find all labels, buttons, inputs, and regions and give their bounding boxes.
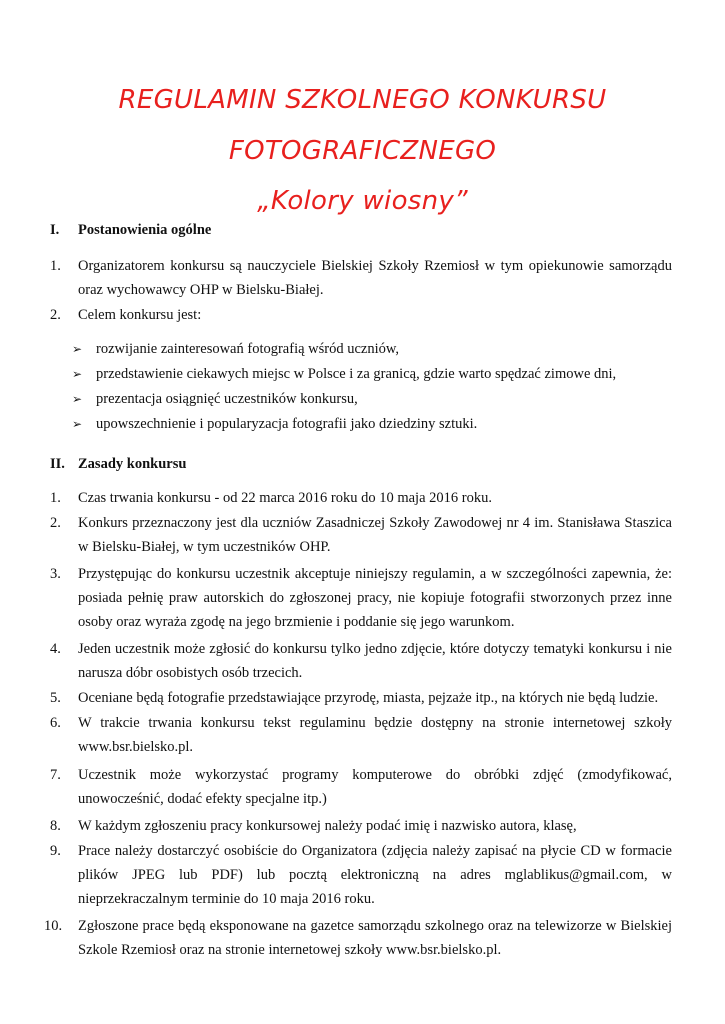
list-item-text: Uczestnik może wykorzystać programy komputerowe do obróbki zdjęć (zmodyfikować, unowocześnić, dodać efekty specjalne itp.) — [78, 767, 672, 807]
list-item-number: 1. — [50, 490, 61, 506]
title-line-2: FOTOGRAFICZNEGO — [228, 136, 497, 166]
list-item-number: 9. — [50, 843, 61, 859]
list-item-text: Oceniane będą fotografie przedstawiające przyrodę, miasta, pejzaże itp., na których nie będą ludzie. — [78, 690, 659, 706]
arrow-bullet-icon: ➢ — [72, 367, 83, 381]
section-2-title: Zasady konkursu — [78, 456, 187, 472]
list-item-text: W trakcie trwania konkursu tekst regulaminu będzie dostępny na stronie internetowej szkoły www.bsr.bielsko.pl. — [78, 715, 672, 755]
bullet-item — [72, 387, 358, 411]
list-item-number: 6. — [50, 715, 61, 731]
bullet-item — [72, 412, 477, 436]
list-item-number: 5. — [50, 690, 61, 706]
list-item-text: Organizatorem konkursu są nauczyciele Bielskiej Szkoły Rzemiosł w tym opiekunowie samorządu oraz wychowawcy OHP w Bielsku-Białej. — [78, 258, 672, 298]
bullet-text: rozwijanie zainteresowań fotografią wśród uczniów, — [96, 341, 400, 357]
bullet-item — [72, 362, 616, 386]
title-line-3: „Kolory wiosny” — [257, 186, 468, 216]
list-item-text: Czas trwania konkursu - od 22 marca 2016 roku do 10 maja 2016 roku. — [78, 490, 492, 506]
list-item-number: 4. — [50, 641, 61, 657]
list-item-number: 10. — [44, 918, 63, 934]
arrow-bullet-icon: ➢ — [72, 417, 83, 431]
list-item-text: Jeden uczestnik może zgłosić do konkursu tylko jedno zdjęcie, które dotyczy tematyki konkursu i nie narusza dóbr osobistych osób trzecich. — [78, 641, 672, 681]
section-1-title: Postanowienia ogólne — [78, 222, 212, 238]
arrow-bullet-icon: ➢ — [72, 342, 83, 356]
list-item-text: Zgłoszone prace będą eksponowane na gazetce samorządu szkolnego oraz na telewizorze w Bielskiej Szkole Rzemiosł oraz na stronie internetowej szkoły www.bsr.bielsko.pl. — [78, 918, 672, 958]
list-item-number: 2. — [50, 307, 61, 323]
list-item-text: W każdym zgłoszeniu pracy konkursowej należy podać imię i nazwisko autora, klasę, — [78, 818, 577, 834]
bullet-text: upowszechnienie i popularyzacja fotografii jako dziedziny sztuki. — [96, 416, 478, 432]
list-item-text: Prace należy dostarczyć osobiście do Organizatora (zdjęcia należy zapisać na płycie CD w formacie plików JPEG lub PDF) lub pocztą elektroniczną na adres mglablikus@gmail.com, w nieprzekraczalnym terminie do 10 maja 2016 roku. — [78, 843, 672, 907]
list-item-number: 1. — [50, 258, 61, 274]
list-item-text: Przystępując do konkursu uczestnik akceptuje niniejszy regulamin, a w szczególności zapewnia, że: posiada pełnię praw autorskich do zgłoszonej pracy, nie kopiuje fotografii stworzonych przez inne osoby oraz wyraża zgodę na jego brzmienie i poddanie się jego warunkom. — [78, 566, 672, 630]
section-1-heading — [50, 222, 211, 239]
bullet-text: przedstawienie ciekawych miejsc w Polsce i za granicą, gdzie warto spędzać zimowe dni, — [96, 366, 617, 382]
list-item-number: 3. — [50, 566, 61, 582]
title-line-1: REGULAMIN SZKOLNEGO KONKURSU — [118, 85, 607, 115]
list-item-number: 2. — [50, 515, 61, 531]
section-1-number: I. — [50, 222, 60, 238]
list-item-number: 8. — [50, 818, 61, 834]
arrow-bullet-icon: ➢ — [72, 392, 83, 406]
list-item-text: Celem konkursu jest: — [78, 307, 202, 323]
bullet-item — [72, 337, 399, 361]
section-2-number: II. — [50, 456, 65, 472]
list-item-number: 7. — [50, 767, 61, 783]
bullet-text: prezentacja osiągnięć uczestników konkursu, — [96, 391, 358, 407]
section-2-heading — [50, 456, 186, 473]
list-item-text: Konkurs przeznaczony jest dla uczniów Zasadniczej Szkoły Zawodowej nr 4 im. Stanisława Staszica w Bielsku-Białej, w tym uczestników OHP. — [78, 515, 672, 555]
